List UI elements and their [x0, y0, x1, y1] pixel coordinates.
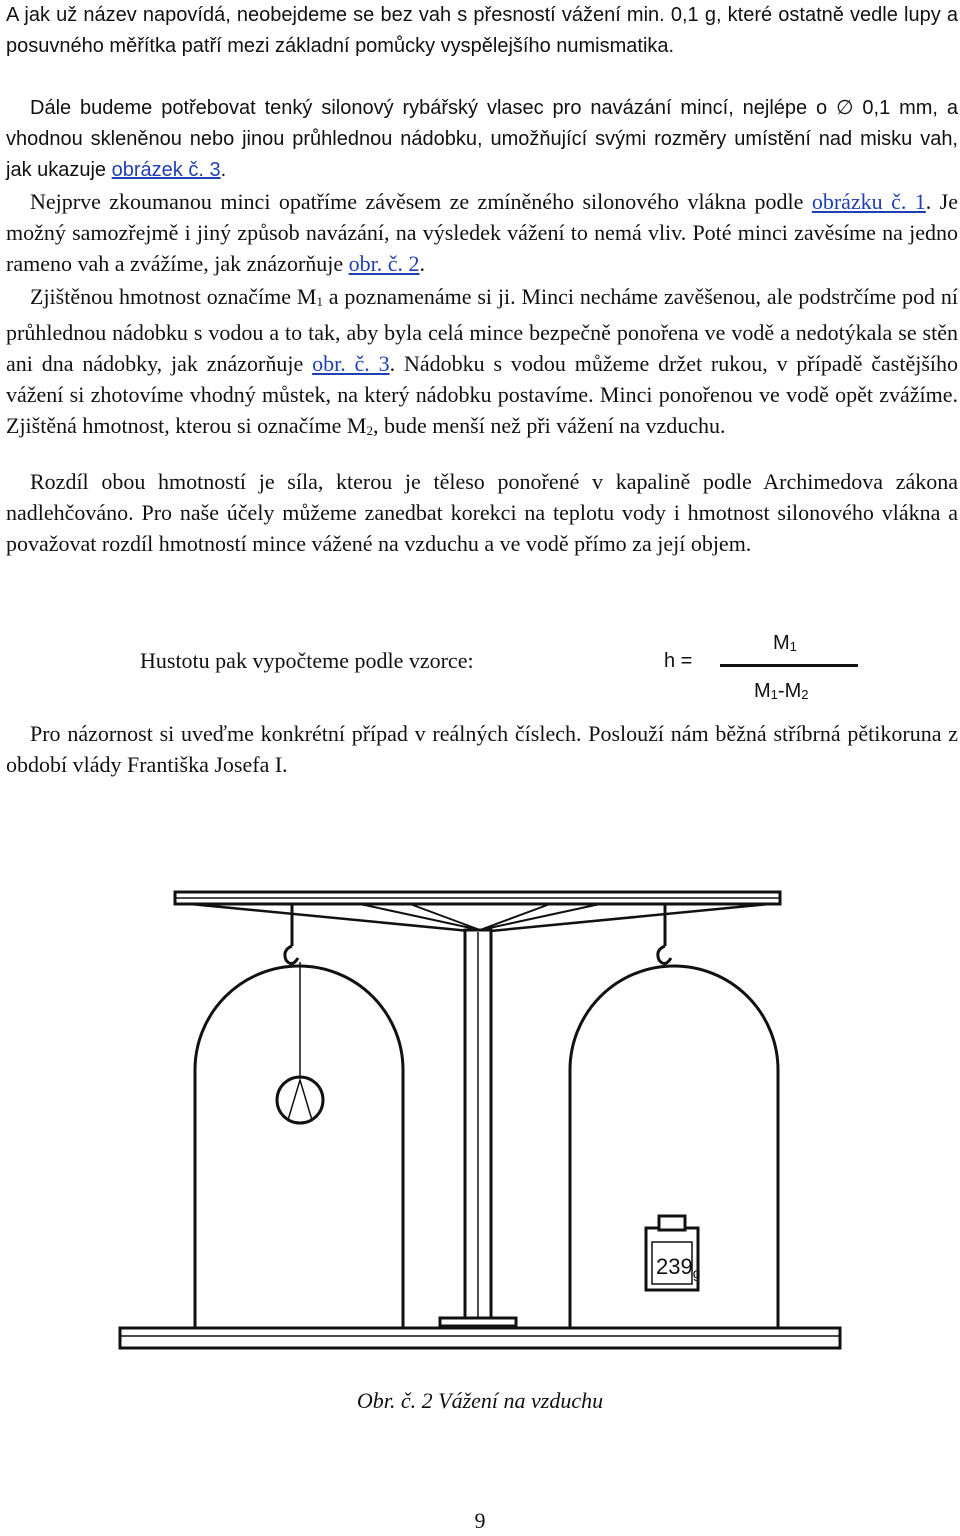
- formula-numerator: $M_1$: [773, 632, 797, 654]
- formula-denominator: $M_1-M_2$: [754, 680, 809, 702]
- paragraph-procedure-1: Nejprve zkoumanou minci opatříme závěsem ze zmíněného silonového vlákna podle obrázku č. 1. Je možný samozřejmě i jiný způsob navázání, na výsledek vážení to nemá vliv. Poté minci zavěsíme na jedno rameno vah a zvážíme, jak znázorňuje obr. č. 2.: [6, 189, 959, 276]
- paragraph-materials: Dále budeme potřebovat tenký silonový rybářský vlasec pro navázání mincí, nejlépe o ∅ 0,1 mm, a vhodnou skleněnou nebo jinou průhlednou nádobku, umožňující svými rozměry umístění nad misku vah, jak ukazuje obrázek č. 3.: [6, 97, 958, 181]
- paragraph-archimedes: Rozdíl obou hmotností je síla, kterou je těleso ponořené v kapalině podle Archimedova zákona nadlehčováno. Pro naše účely můžeme zanedbat korekci na teplotu vody i hmotnost silonového vlákna a považovat rozdíl hmotností mince vážené na vzduchu a ve vodě přímo za její objem.: [6, 469, 958, 556]
- weight-label: 239g: [656, 1254, 701, 1281]
- fraction-bar: [720, 664, 858, 667]
- link-figure-2[interactable]: obr. č. 2: [348, 251, 420, 276]
- page-number: 9: [474, 1508, 486, 1533]
- balance-scale-diagram: [110, 870, 860, 1370]
- link-figure-3[interactable]: obrázek č. 3: [111, 159, 221, 181]
- formula-label: Hustotu pak vypočteme podle vzorce:: [140, 648, 474, 673]
- link-figure-1[interactable]: obrázku č. 1: [811, 189, 926, 214]
- paragraph-procedure-2: Zjištěnou hmotnost označíme $M_1$ a poznamenáme si ji. Minci necháme zavěšenou, ale podstrčíme pod ní průhlednou nádobku s vodou a to tak, aby byla celá mince bezpečně ponořena ve vodě a nedotýkala se stěn ani dna nádobky, jak znázorňuje obr. č. 3. Nádobku s vodou můžeme držet rukou, v případě častějšího vážení si zhotovíme vhodný můstek, na který nádobku postavíme. Minci ponořenou ve vodě opět zvážíme. Zjištěná hmotnost, kterou si označíme $M_2$, bude menší než při vážení na vzduchu.: [6, 284, 958, 438]
- link-figure-3b[interactable]: obr. č. 3: [312, 351, 390, 376]
- paragraph-example: Pro názornost si uveďme konkrétní případ v reálných číslech. Poslouží nám běžná stříbrná pětikoruna z období vlády Františka Josefa I.: [6, 721, 958, 777]
- formula-lhs: h =: [664, 650, 693, 672]
- paragraph-intro: A jak už název napovídá, neobejdeme se bez vah s přesností vážení min. 0,1 g, které ostatně vedle lupy a posuvného měřítka patří mezi základní pomůcky vyspělejšího numismatika.: [6, 4, 958, 57]
- figure-caption: Obr. č. 2 Vážení na vzduchu: [356, 1388, 604, 1413]
